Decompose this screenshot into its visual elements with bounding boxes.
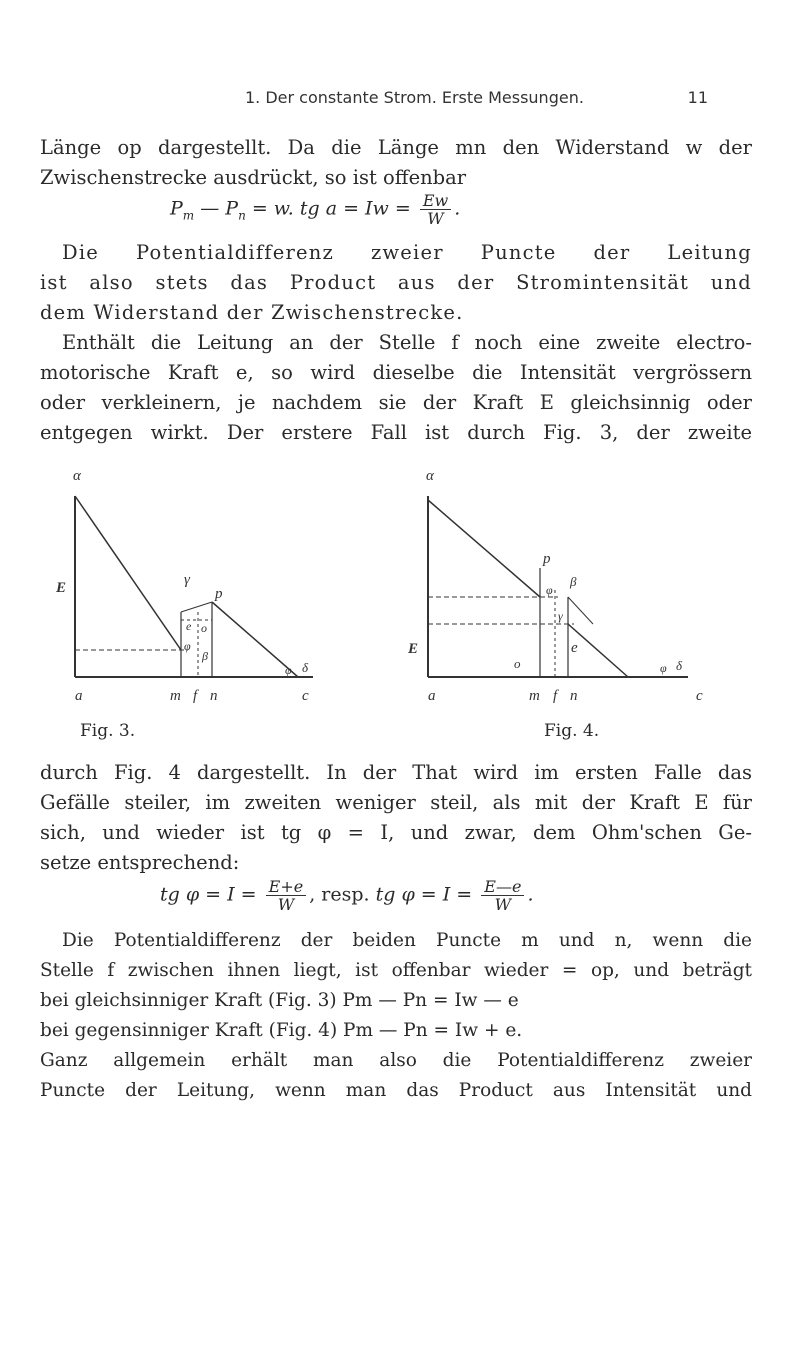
formula-ohm-law <box>160 878 533 913</box>
potential-line <box>428 500 540 597</box>
potential-line <box>75 496 181 650</box>
text-line: Ganz allgemein erhält man also die Potentialdifferenz zweier <box>40 1050 752 1071</box>
label-n: n <box>210 688 218 704</box>
fraction-numerator: Ew <box>420 192 451 210</box>
subscript-m: m <box>182 208 195 223</box>
fraction-numerator: E+e <box>266 878 307 896</box>
label-beta: β <box>202 649 208 663</box>
paragraph-4 <box>40 758 752 878</box>
fraction-numerator: E—e <box>481 878 524 896</box>
figure-3-caption: Fig. 3. <box>80 721 136 741</box>
text-line: Die Potentialdifferenz zweier Puncte der Leitung <box>62 241 752 264</box>
formula-part-2: tg φ = I = <box>375 883 479 906</box>
label-e: e <box>186 619 192 633</box>
formula-end: . <box>527 883 534 906</box>
text-line: bei gegensinniger Kraft (Fig. 4) Pm — Pn = Iw + e. <box>40 1020 523 1041</box>
paragraph-5 <box>40 926 752 1106</box>
formula-resp: , resp. <box>309 883 376 906</box>
text-line: setze entsprechend: <box>40 851 240 874</box>
label-alpha: α <box>73 468 81 484</box>
label-c: c <box>302 688 309 704</box>
text-line: entgegen wirkt. Der erstere Fall ist durch Fig. 3, der zweite <box>40 421 752 444</box>
label-m: m <box>170 688 181 704</box>
figure-3 <box>48 460 358 710</box>
label-f: f <box>193 688 198 704</box>
fraction <box>266 878 307 913</box>
text-line: ist also stets das Product aus der Stromintensität und <box>40 271 752 294</box>
text-line: dem Widerstand der Zwischenstrecke. <box>40 301 464 324</box>
text-line: Die Potentialdifferenz der beiden Puncte m und n, wenn die <box>62 930 752 951</box>
text-line: Enthält die Leitung an der Stelle f noch eine zweite electro- <box>62 331 752 354</box>
label-phi-1: φ <box>184 639 191 653</box>
label-a: a <box>75 688 83 704</box>
label-gamma: γ <box>558 609 563 623</box>
formula-rest: = w. tg a = Iw = <box>245 197 417 220</box>
formula-lhs: P <box>170 197 183 220</box>
label-o: o <box>201 621 207 635</box>
subscript-n: n <box>238 208 246 223</box>
text-line: durch Fig. 4 dargestellt. In der That wird im ersten Falle das <box>40 761 752 784</box>
fraction-denominator: W <box>427 209 444 228</box>
text-line: Zwischenstrecke ausdrückt, so ist offenbar <box>40 166 467 189</box>
text-line: oder verkleinern, je nachdem sie der Kraft E gleichsinnig oder <box>40 391 752 414</box>
paragraph-2 <box>40 238 752 328</box>
label-delta: δ <box>302 660 309 675</box>
jump-line <box>181 602 212 612</box>
formula-end: . <box>454 197 461 220</box>
label-phi-2: φ <box>660 661 667 675</box>
running-header <box>0 88 800 114</box>
figure-4-drawing <box>398 460 718 710</box>
formula-part-1: tg φ = I = <box>160 883 263 906</box>
fraction-denominator: W <box>494 895 512 914</box>
figure-4 <box>398 460 718 710</box>
chapter-title: 1. Der constante Strom. Erste Messungen. <box>245 88 584 107</box>
text-line: bei gleichsinniger Kraft (Fig. 3) Pm — Pn = Iw — e <box>40 990 519 1011</box>
formula-potential-difference <box>170 192 460 227</box>
text-line: Gefälle steiler, im zweiten weniger steil, als mit der Kraft E für <box>40 791 752 814</box>
figure-4-caption: Fig. 4. <box>544 721 600 741</box>
text-line: sich, und wieder ist tg φ = I, und zwar, dem Ohm'schen Ge- <box>40 821 752 844</box>
label-delta: δ <box>676 658 683 673</box>
page-number: 11 <box>687 88 708 107</box>
label-gamma: γ <box>184 572 190 588</box>
fraction-denominator: W <box>277 895 295 914</box>
label-phi-1: φ <box>546 583 553 597</box>
label-p: p <box>215 586 223 602</box>
label-n: n <box>570 688 578 704</box>
label-c: c <box>696 688 703 704</box>
label-phi-2: φ <box>285 663 292 677</box>
text-line: Länge op dargestellt. Da die Länge mn den Widerstand w der <box>40 136 752 159</box>
paragraph-1 <box>40 133 752 193</box>
figure-3-drawing <box>48 460 358 710</box>
label-m: m <box>529 688 540 704</box>
label-o: o <box>514 656 521 671</box>
label-p: p <box>543 551 551 567</box>
text-line: Stelle f zwischen ihnen liegt, ist offenbar wieder = op, und beträgt <box>40 960 752 981</box>
text-line: motorische Kraft e, so wird dieselbe die Intensität vergrössern <box>40 361 752 384</box>
formula-minus: — P <box>194 197 239 220</box>
label-f: f <box>553 688 558 704</box>
label-a: a <box>428 688 436 704</box>
label-E: E <box>56 580 67 596</box>
label-E: E <box>408 641 419 657</box>
fraction <box>481 878 524 913</box>
paragraph-3 <box>40 328 752 448</box>
label-e: e <box>571 640 578 656</box>
fraction <box>420 192 451 227</box>
text-line: Puncte der Leitung, wenn man das Product aus Intensität und <box>40 1080 752 1101</box>
label-beta: β <box>570 574 577 589</box>
jump-line <box>568 597 593 624</box>
label-alpha: α <box>426 468 434 484</box>
